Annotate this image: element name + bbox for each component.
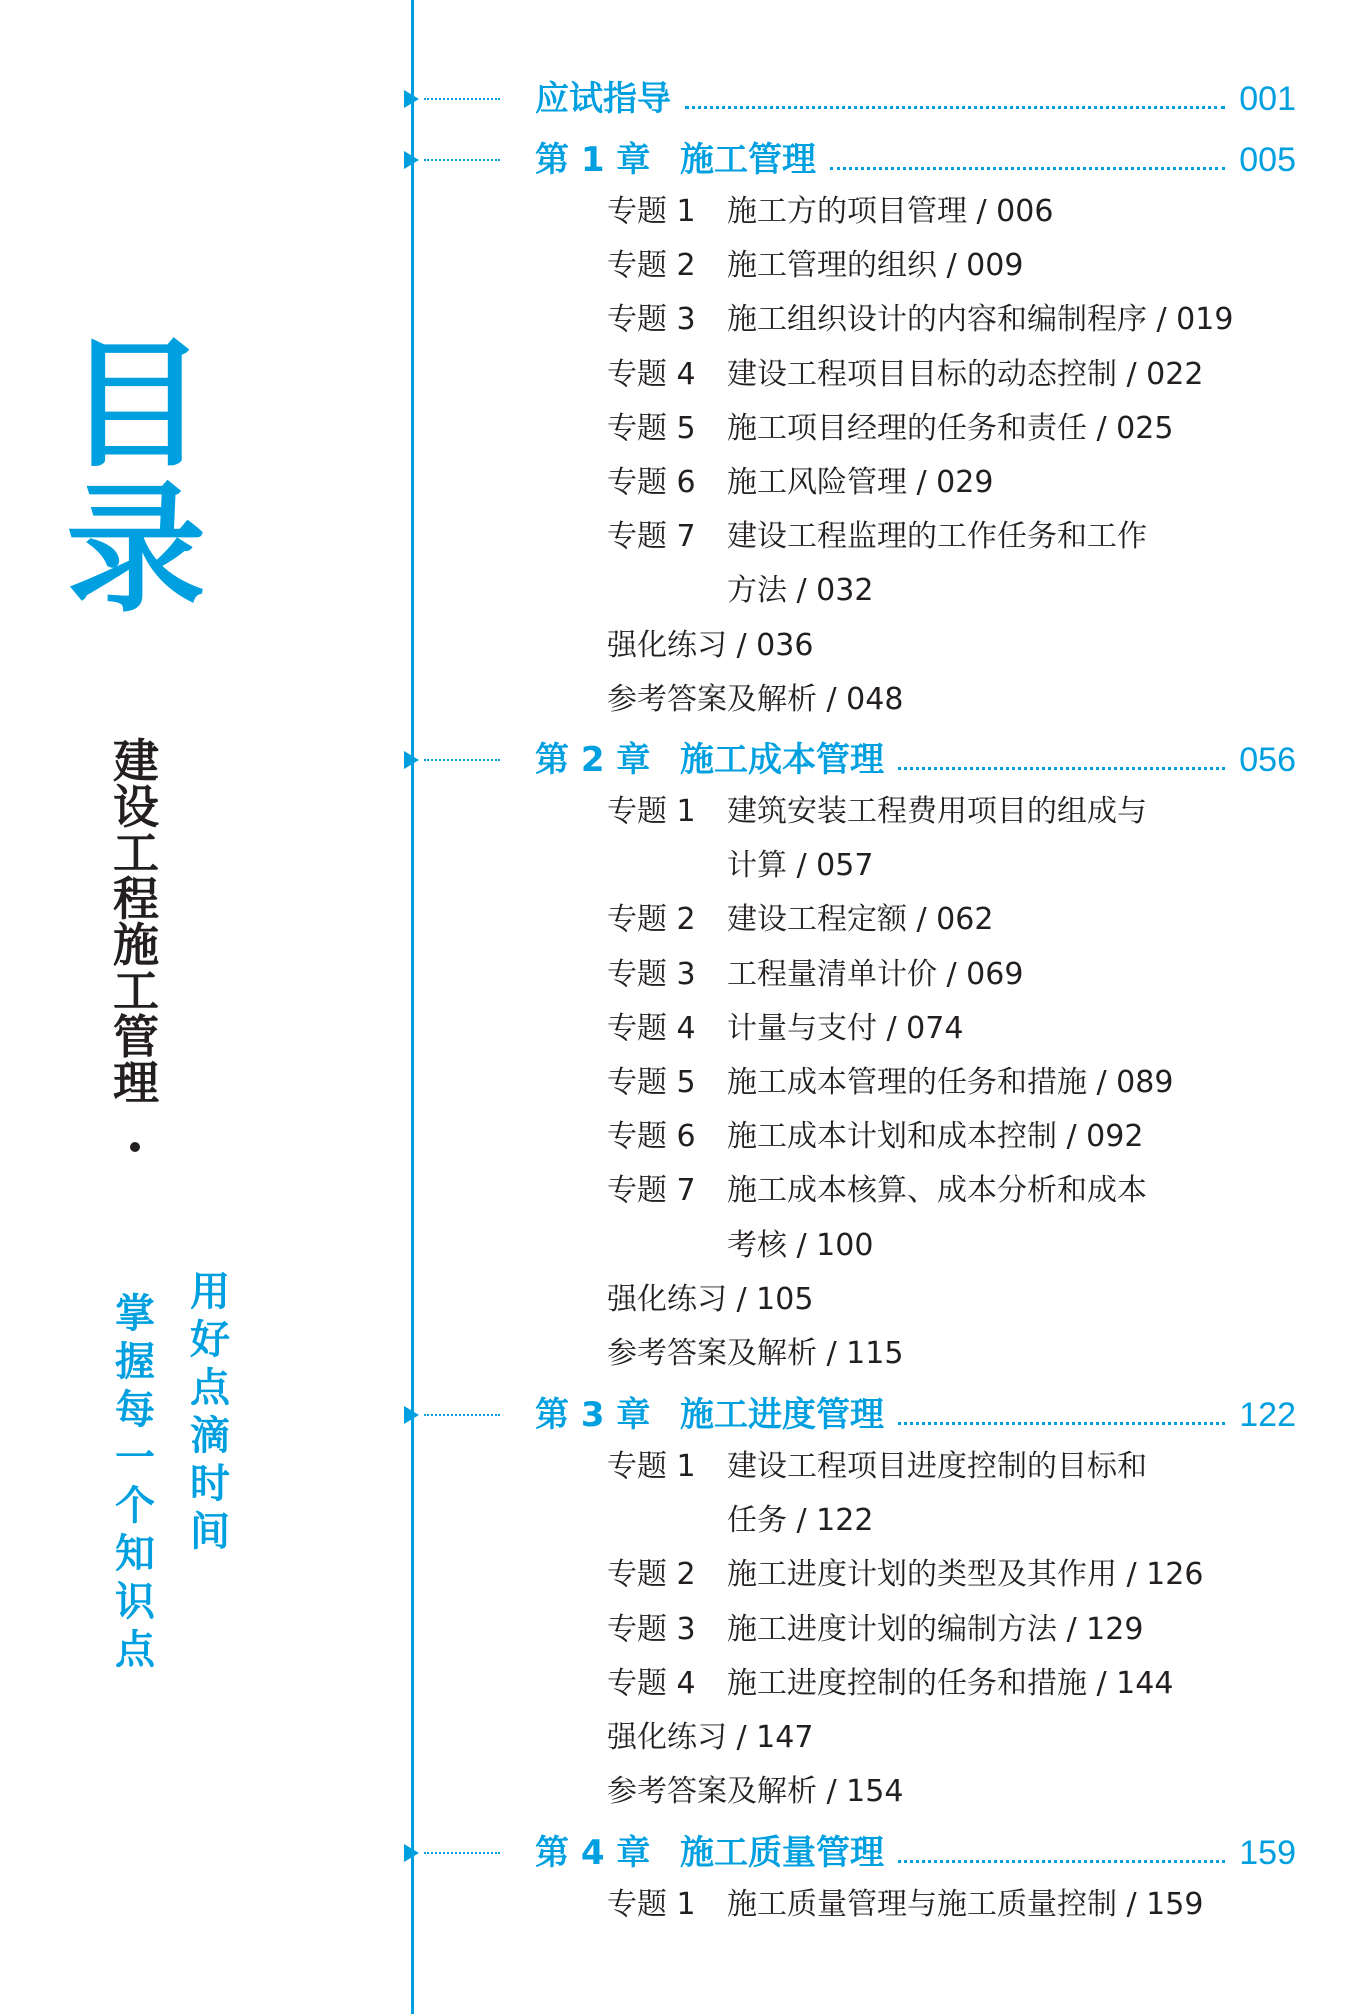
topic-text: 任务 / 122 — [727, 1503, 874, 1539]
topic-text: 计算 / 057 — [727, 848, 874, 884]
topic-text: 参考答案及解析 / 115 — [607, 1336, 904, 1371]
toc-chapter[interactable] — [0, 131, 1362, 191]
chapter-page: 056 — [1239, 741, 1296, 779]
toc-title-char-2: 录 — [65, 468, 206, 632]
topic-label: 专题 7 — [607, 1173, 696, 1209]
marker-leader — [424, 1852, 500, 1854]
topic-label: 专题 2 — [607, 1557, 696, 1593]
chapter-page: 122 — [1239, 1396, 1296, 1434]
chapter-number: 第 4 章 — [535, 1833, 651, 1873]
toc-topic[interactable] — [0, 1002, 1362, 1056]
topic-text: 施工风险管理 / 029 — [727, 465, 994, 500]
topic-text: 施工进度计划的编制方法 / 129 — [727, 1611, 1144, 1647]
chapter-number: 第 3 章 — [535, 1395, 651, 1435]
toc-topic[interactable] — [0, 893, 1362, 947]
topic-text: 考核 / 100 — [727, 1227, 874, 1263]
chapter-label — [535, 74, 671, 124]
topic-text: 建筑安装工程费用项目的组成与 — [727, 794, 1147, 829]
topic-text: 建设工程项目目标的动态控制 / 022 — [727, 356, 1204, 392]
chapter-number: 第 1 章 — [535, 140, 651, 180]
topic-text: 参考答案及解析 / 048 — [607, 681, 904, 717]
topic-text: 建设工程项目进度控制的目标和 — [727, 1449, 1147, 1484]
dot-leader — [898, 1860, 1225, 1863]
marker-leader — [424, 759, 500, 761]
toc-topic[interactable] — [0, 1110, 1362, 1164]
toc-topic[interactable] — [0, 1440, 1362, 1494]
topic-label: 专题 1 — [607, 1449, 696, 1484]
chapter-page: 001 — [1239, 80, 1296, 118]
topic-label: 专题 7 — [607, 519, 696, 555]
chapter-title: 施工成本管理 — [680, 740, 884, 780]
topic-text: 施工项目经理的任务和责任 / 025 — [727, 410, 1174, 446]
toc-title-char-1: 目 — [65, 323, 206, 487]
toc-topic[interactable] — [0, 839, 1362, 893]
toc-topic[interactable] — [0, 1164, 1362, 1218]
topic-text: 施工成本管理的任务和措施 / 089 — [727, 1065, 1174, 1100]
chapter-title: 施工质量管理 — [680, 1833, 884, 1873]
chapter-page: 159 — [1239, 1834, 1296, 1872]
book-title: 建设工程施工管理 — [113, 734, 159, 1110]
topic-text: 施工方的项目管理 / 006 — [727, 194, 1054, 229]
toc-topic[interactable] — [0, 1603, 1362, 1657]
topic-text: 建设工程监理的工作任务和工作 — [727, 519, 1147, 555]
chapter-label — [535, 735, 884, 785]
topic-label: 专题 1 — [607, 794, 696, 829]
chapter-page: 005 — [1239, 141, 1296, 179]
topic-text: 参考答案及解析 / 154 — [607, 1774, 904, 1810]
toc-topic[interactable] — [0, 1657, 1362, 1711]
dot-leader — [898, 1422, 1225, 1425]
toc-topic[interactable] — [0, 785, 1362, 839]
toc-topic[interactable] — [0, 510, 1362, 564]
topic-text: 计量与支付 / 074 — [727, 1010, 964, 1046]
toc-chapter[interactable] — [0, 1824, 1362, 1884]
marker-leader — [424, 159, 500, 161]
topic-label: 专题 4 — [607, 1665, 696, 1701]
toc-chapter[interactable] — [0, 731, 1362, 791]
toc-topic[interactable] — [0, 673, 1362, 727]
topic-label: 专题 3 — [607, 956, 696, 992]
chapter-label — [535, 1828, 884, 1878]
triangle-marker-icon — [404, 90, 419, 108]
toc-topic[interactable] — [0, 1765, 1362, 1819]
topic-text: 施工成本核算、成本分析和成本 — [727, 1173, 1147, 1209]
topic-label: 专题 4 — [607, 1010, 696, 1046]
dot-leader — [898, 767, 1225, 770]
toc-topic[interactable] — [0, 293, 1362, 347]
topic-text: 工程量清单计价 / 069 — [727, 956, 1024, 992]
toc-topic[interactable] — [0, 1056, 1362, 1110]
triangle-marker-icon — [404, 151, 419, 169]
toc-chapter[interactable] — [0, 70, 1362, 130]
topic-text: 施工成本计划和成本控制 / 092 — [727, 1119, 1144, 1155]
chapter-title: 施工管理 — [680, 140, 816, 180]
marker-leader — [424, 1414, 500, 1416]
toc-topic[interactable] — [0, 1548, 1362, 1602]
topic-label: 专题 2 — [607, 902, 696, 938]
chapter-label — [535, 1390, 884, 1440]
chapter-title: 施工进度管理 — [680, 1395, 884, 1435]
toc-chapter[interactable] — [0, 1386, 1362, 1446]
toc-topic[interactable] — [0, 239, 1362, 293]
toc-topic[interactable] — [0, 1327, 1362, 1381]
topic-label: 专题 2 — [607, 248, 696, 284]
toc-topic[interactable] — [0, 456, 1362, 510]
topic-label: 专题 4 — [607, 356, 696, 392]
topic-text: 强化练习 / 147 — [607, 1720, 814, 1755]
toc-topic[interactable] — [0, 348, 1362, 402]
dot-leader — [685, 106, 1225, 109]
topic-label: 专题 5 — [607, 1065, 696, 1100]
slogan-line-1: 用好点滴时间 — [190, 1268, 230, 1555]
topic-label: 专题 1 — [607, 194, 696, 229]
toc-topic[interactable] — [0, 1878, 1362, 1932]
toc-topic[interactable] — [0, 564, 1362, 618]
toc-topic[interactable] — [0, 948, 1362, 1002]
toc-topic[interactable] — [0, 619, 1362, 673]
toc-topic[interactable] — [0, 1273, 1362, 1327]
chapter-number: 第 2 章 — [535, 740, 651, 780]
topic-label: 专题 1 — [607, 1887, 696, 1922]
chapter-label — [535, 135, 816, 185]
topic-text: 强化练习 / 036 — [607, 627, 814, 663]
topic-text: 施工进度控制的任务和措施 / 144 — [727, 1665, 1174, 1701]
topic-text: 施工组织设计的内容和编制程序 / 019 — [727, 302, 1234, 338]
topic-text: 方法 / 032 — [727, 573, 874, 609]
topic-text: 施工管理的组织 / 009 — [727, 248, 1024, 284]
topic-text: 施工进度计划的类型及其作用 / 126 — [727, 1557, 1204, 1593]
topic-text: 建设工程定额 / 062 — [727, 902, 994, 938]
toc-topic[interactable] — [0, 402, 1362, 456]
topic-label: 专题 3 — [607, 1611, 696, 1647]
topic-text: 施工质量管理与施工质量控制 / 159 — [727, 1887, 1204, 1922]
dot-leader — [830, 167, 1225, 170]
toc-topic[interactable] — [0, 1494, 1362, 1548]
topic-label: 专题 3 — [607, 302, 696, 338]
toc-topic[interactable] — [0, 185, 1362, 239]
topic-label: 专题 6 — [607, 465, 696, 500]
chapter-title: 应试指导 — [535, 79, 671, 119]
triangle-marker-icon — [404, 751, 419, 769]
marker-leader — [424, 98, 500, 100]
topic-label: 专题 6 — [607, 1119, 696, 1155]
triangle-marker-icon — [404, 1406, 419, 1424]
triangle-marker-icon — [404, 1844, 419, 1862]
toc-topic[interactable] — [0, 1711, 1362, 1765]
topic-label: 专题 5 — [607, 410, 696, 446]
slogan-line-2: 掌握每一个知识点 — [115, 1290, 155, 1673]
topic-text: 强化练习 / 105 — [607, 1281, 814, 1317]
toc-topic[interactable] — [0, 1219, 1362, 1273]
